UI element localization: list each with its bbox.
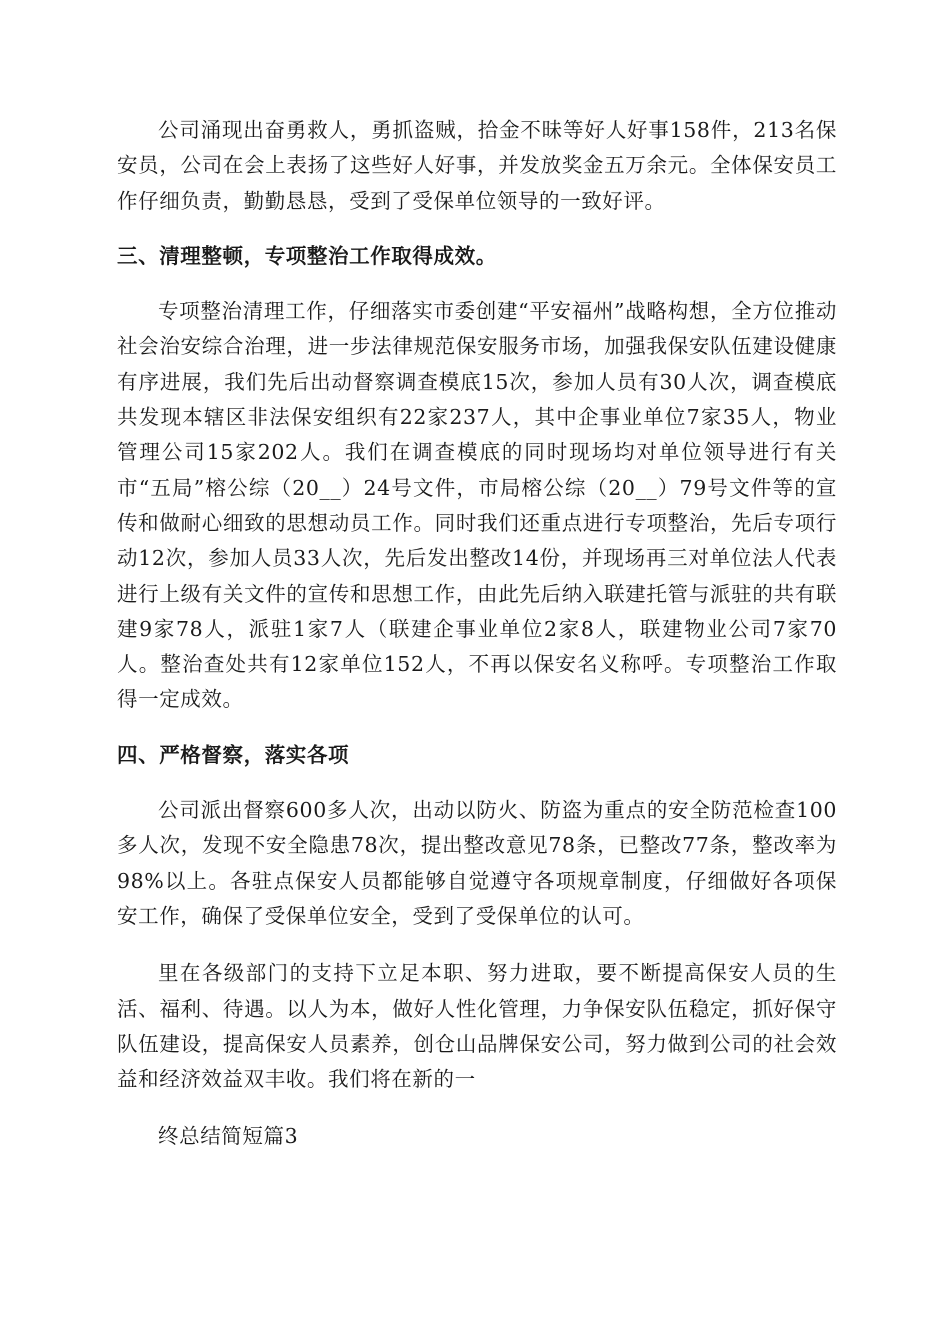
section-heading-3: 三、清理整顿，专项整治工作取得成效。 [117, 243, 497, 268]
paragraph-inspection: 公司派出督察600多人次，出动以防火、防盗为重点的安全防范检查100多人次，发现不安全隐患78次，提出整改意见78条，已整改77条，整改率为98%以上。各驻点保安人员都能够自觉遵守各项规章制度，仔细做好各项保安工作，确保了受保单位安全，受到了受保单位的认可。 [117, 798, 837, 928]
document-body [117, 113, 837, 1155]
paragraph-outlook: 里在各级部门的支持下立足本职、努力进取，要不断提高保安人员的生活、福利、待遇。以人为本，做好人性化管理，力争保安队伍稳定，抓好保守队伍建设，提高保安人员素养，创仓山品牌保安公司，努力做到公司的社会效益和经济效益双丰收。我们将在新的一 [117, 961, 837, 1092]
paragraph-special-rectification: 专项整治清理工作，仔细落实市委创建“平安福州”战略构想，全方位推动社会治安综合治理，进一步法律规范保安服务市场，加强我保安队伍建设健康有序进展，我们先后出动督察调查模底15次，参加人员有30人次，调查模底共发现本辖区非法保安组织有22家237人，其中企事业单位7家35人，物业管理公司15家202人。我们在调查模底的同时现场均对单位领导进行有关市“五局”榕公综（20__）24号文件，市局榕公综（20__）79号文件等的宣传和做耐心细致的思想动员工作。同时我们还重点进行专项整治，先后专项行动12次，参加人员33人次，先后发出整改14份，并现场再三对单位法人代表进行上级有关文件的宣传和思想工作，由此先后纳入联建托管与派驻的共有联建9家78人，派驻1家7人（联建企事业单位2家8人，联建物业公司7家70人。整治查处共有12家单位152人，不再以保安名义称呼。专项整治工作取得一定成效。 [117, 299, 837, 712]
paragraph-next-title: 终总结简短篇3 [158, 1124, 299, 1149]
section-heading-4: 四、严格督察，落实各项 [117, 742, 350, 767]
paragraph-good-deeds: 公司涌现出奋勇救人，勇抓盗贼，拾金不昧等好人好事158件，213名保安员，公司在会上表扬了这些好人好事，并发放奖金五万余元。全体保安员工作仔细负责，勤勤恳恳，受到了受保单位领导的一致好评。 [117, 118, 837, 213]
